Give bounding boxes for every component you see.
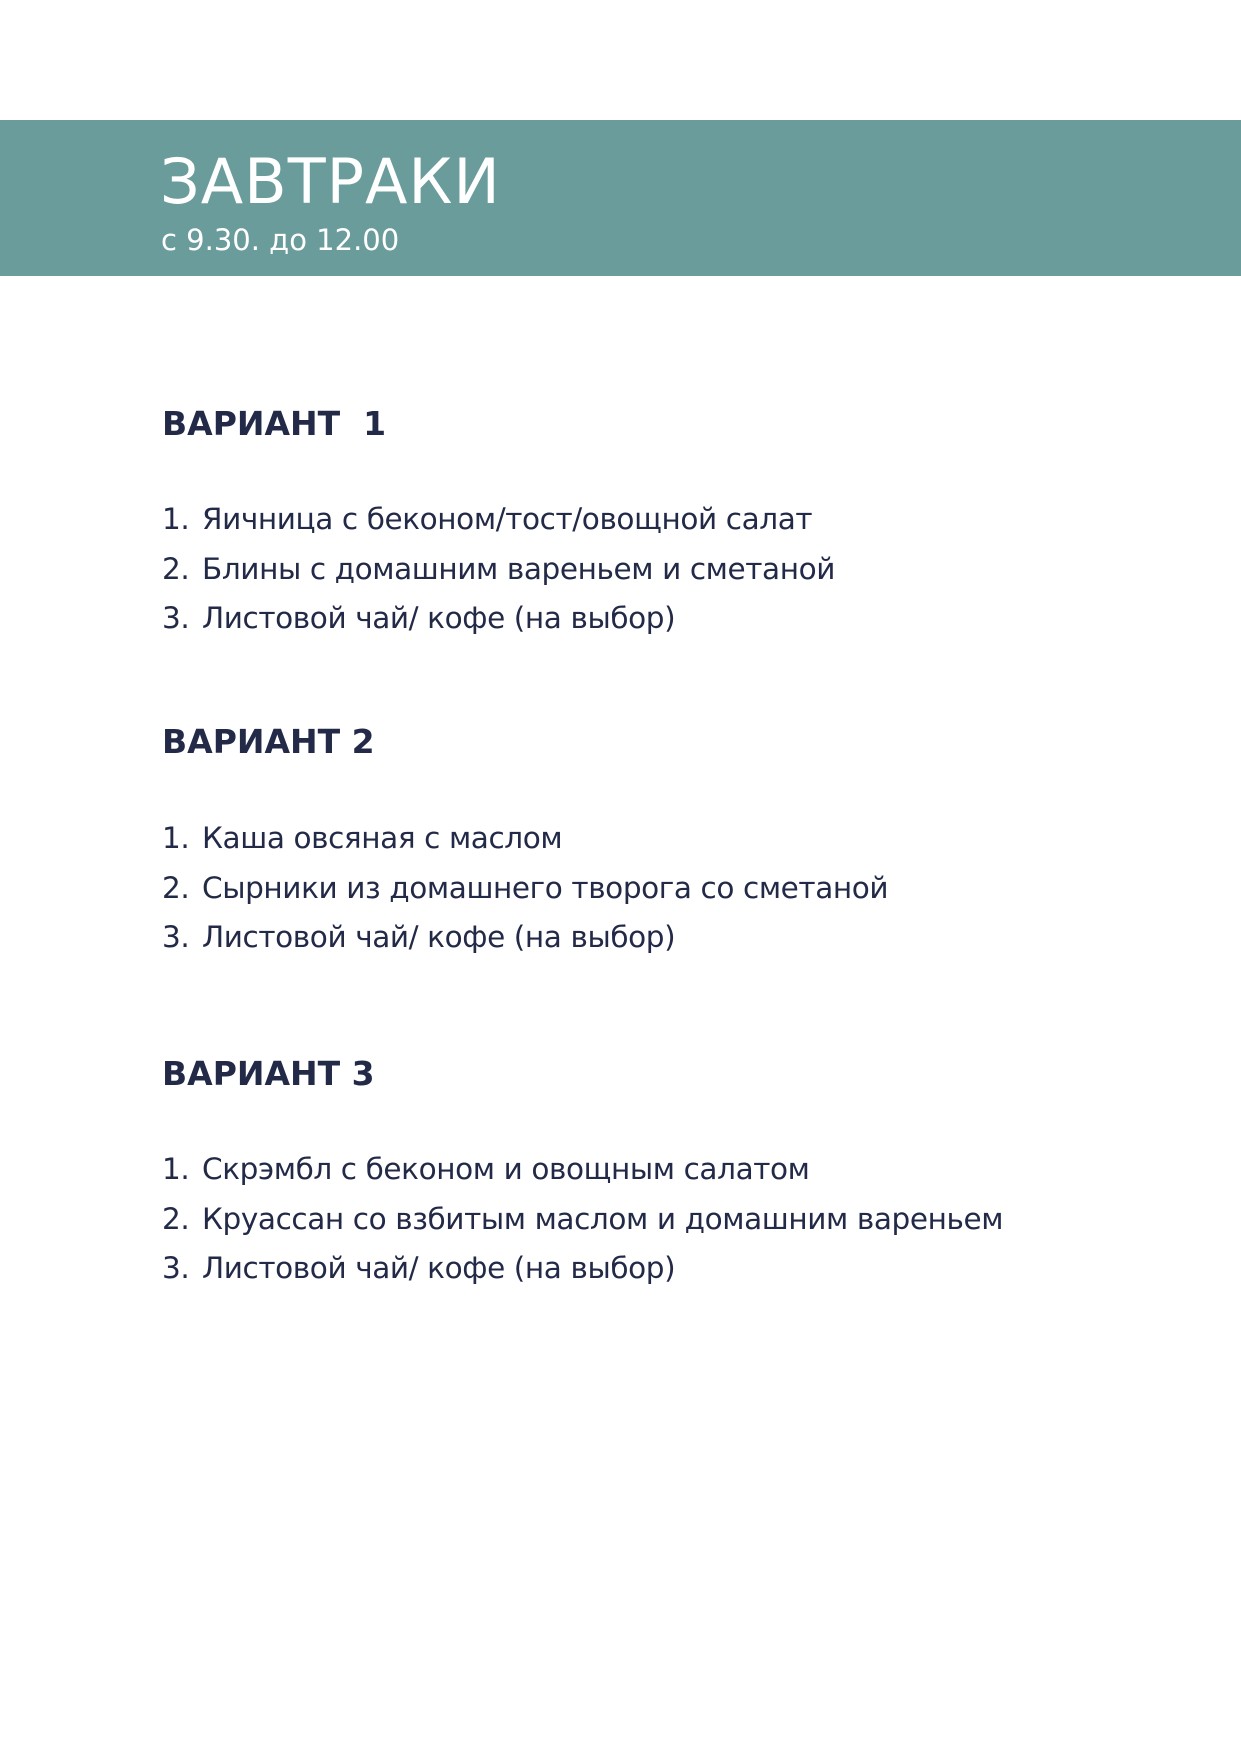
menu-option-3 bbox=[162, 1054, 1162, 1294]
serving-hours: с 9.30. до 12.00 bbox=[161, 223, 400, 257]
option-heading: ВАРИАНТ 1 bbox=[162, 404, 387, 443]
list-item bbox=[162, 1195, 1162, 1245]
item-text: Листовой чай/ кофе (на выбор) bbox=[202, 920, 676, 954]
item-text: Блины с домашним вареньем и сметаной bbox=[202, 551, 836, 586]
item-text: Скрэмбл с беконом и овощным салатом bbox=[202, 1152, 810, 1186]
option-heading: ВАРИАНТ 2 bbox=[162, 722, 375, 761]
menu-option-2 bbox=[162, 722, 1162, 963]
list-item bbox=[162, 913, 1162, 963]
menu-option-1 bbox=[162, 404, 1162, 644]
item-text: Листовой чай/ кофе (на выбор) bbox=[202, 1251, 676, 1285]
item-text: Каша овсяная с маслом bbox=[202, 821, 563, 855]
option-item-list bbox=[162, 814, 1162, 963]
list-item bbox=[162, 594, 1162, 644]
list-item bbox=[162, 1145, 1162, 1195]
item-number: 1. bbox=[162, 821, 190, 855]
item-number: 3. bbox=[162, 1251, 190, 1285]
item-number: 1. bbox=[162, 1152, 190, 1186]
option-item-list bbox=[162, 495, 1162, 644]
item-number: 2. bbox=[162, 1201, 190, 1236]
option-item-list bbox=[162, 1145, 1162, 1294]
item-text: Листовой чай/ кофе (на выбор) bbox=[202, 601, 676, 635]
item-text: Круассан со взбитым маслом и домашним вареньем bbox=[202, 1201, 1004, 1236]
list-item bbox=[162, 545, 1162, 595]
list-item bbox=[162, 864, 1162, 914]
item-number: 2. bbox=[162, 870, 190, 905]
item-number: 3. bbox=[162, 920, 190, 954]
item-number: 1. bbox=[162, 502, 190, 536]
list-item bbox=[162, 495, 1162, 545]
item-text: Яичница с беконом/тост/овощной салат bbox=[202, 502, 813, 536]
item-text: Сырники из домашнего творога со сметаной bbox=[202, 870, 889, 905]
page-title: ЗАВТРАКИ bbox=[160, 145, 501, 218]
option-heading: ВАРИАНТ 3 bbox=[162, 1054, 375, 1093]
item-number: 3. bbox=[162, 601, 190, 635]
item-number: 2. bbox=[162, 551, 190, 586]
list-item bbox=[162, 1244, 1162, 1294]
list-item bbox=[162, 814, 1162, 864]
